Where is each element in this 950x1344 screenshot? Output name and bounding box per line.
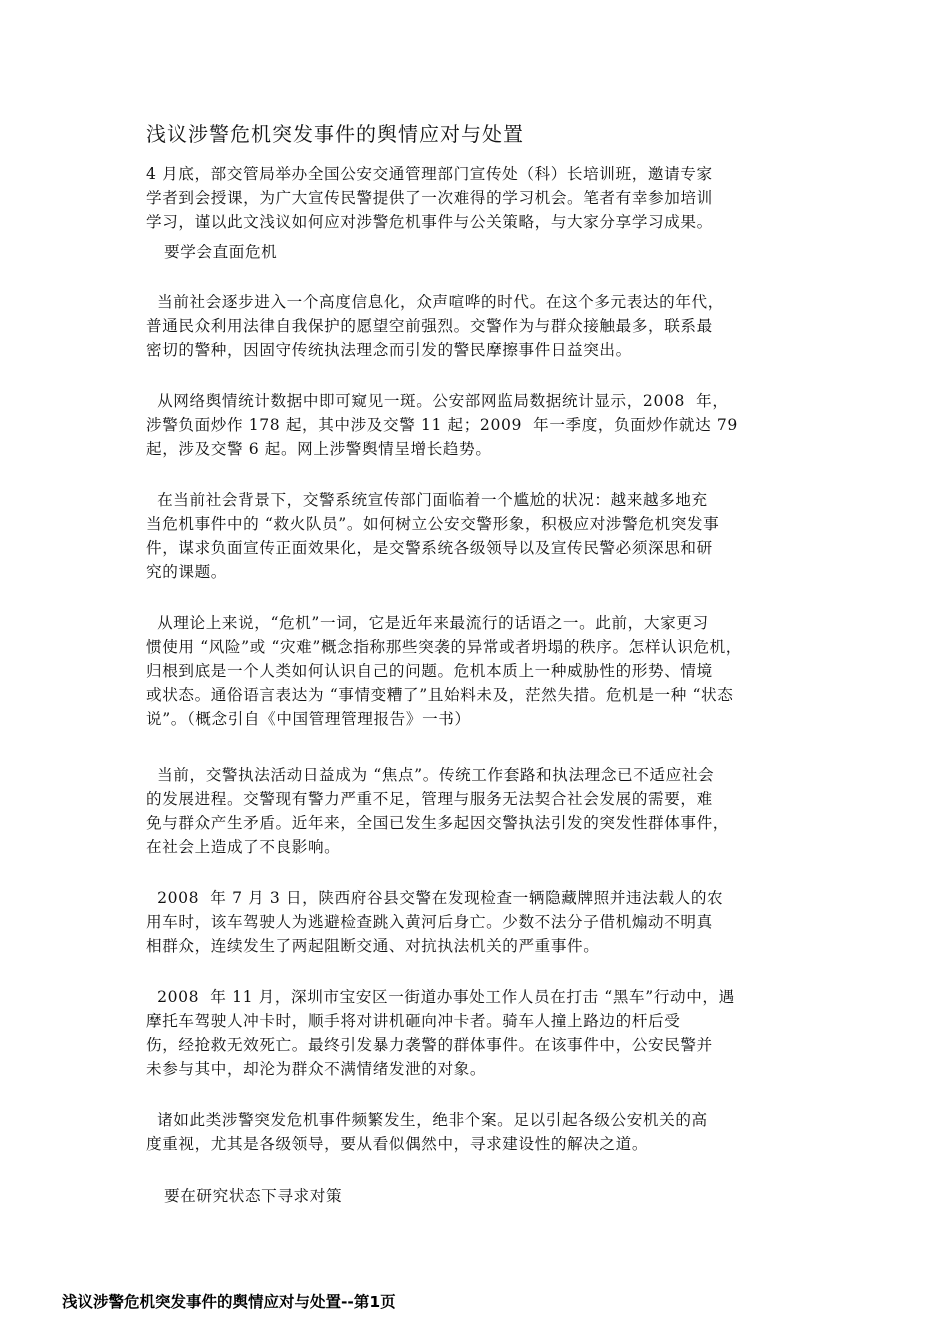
text-line: 伤，经抢救无效死亡。最终引发暴力袭警的群体事件。在该事件中，公安民警并 — [146, 1036, 713, 1054]
text-line: 未参与其中，却沦为群众不满情绪发泄的对象。 — [146, 1060, 487, 1078]
text-line: 的发展进程。交警现有警力严重不足，管理与服务无法契合社会发展的需要，难 — [146, 790, 713, 808]
text-line: 件，谋求负面宣传正面效果化，是交警系统各级领导以及宣传民警必须深思和研 — [146, 539, 713, 557]
text-line: 归根到底是一个人类如何认识自己的问题。危机本质上一种威胁性的形势、情境 — [146, 662, 713, 680]
section-heading-1: 要学会直面危机 — [164, 243, 278, 261]
paragraph-2 — [146, 389, 812, 461]
document-title: 浅议涉警危机突发事件的舆情应对与处置 — [146, 122, 524, 146]
text-line: 当前，交警执法活动日益成为 “焦点”。传统工作套路和执法理念已不适应社会 — [146, 766, 715, 784]
paragraph-7 — [146, 985, 812, 1081]
text-line: 究的课题。 — [146, 563, 227, 581]
paragraph-8 — [146, 1108, 812, 1156]
paragraph-3 — [146, 488, 812, 584]
text-line: 诸如此类涉警突发危机事件频繁发生，绝非个案。足以引起各级公安机关的高 — [146, 1111, 708, 1129]
section-heading-2: 要在研究状态下寻求对策 — [164, 1187, 343, 1205]
paragraph-6 — [146, 886, 812, 958]
paragraph-4 — [146, 611, 812, 731]
text-line: 从理论上来说，“危机”一词，它是近年来最流行的话语之一。此前，大家更习 — [146, 614, 709, 632]
text-line: 当前社会逐步进入一个高度信息化，众声喧哗的时代。在这个多元表达的年代， — [146, 293, 724, 311]
text-line: 学习，谨以此文浅议如何应对涉警危机事件与公关策略，与大家分享学习成果。 — [146, 213, 713, 231]
text-line: 惯使用 “风险”或 “灾难”概念指称那些突袭的异常或者坍塌的秩序。怎样认识危机， — [146, 638, 742, 656]
text-line: 涉警负面炒作 178 起，其中涉及交警 11 起；2009 年一季度，负面炒作就达 79 — [146, 416, 738, 434]
text-line: 当危机事件中的 “救火队员”。如何树立公安交警形象，积极应对涉警危机突发事 — [146, 515, 720, 533]
text-line: 说”。（概念引自《中国管理管理报告》一书） — [146, 710, 471, 728]
text-line: 度重视，尤其是各级领导，要从看似偶然中，寻求建设性的解决之道。 — [146, 1135, 649, 1153]
text-line: 免与群众产生矛盾。近年来，全国已发生多起因交警执法引发的突发性群体事件， — [146, 814, 729, 832]
text-line: 在社会上造成了不良影响。 — [146, 838, 341, 856]
intro-paragraph — [146, 162, 812, 234]
text-line: 或状态。通俗语言表达为 “事情变糟了”且始料未及，茫然失措。危机是一种 “状态 — [146, 686, 734, 704]
text-line: 2008 年 7 月 3 日，陕西府谷县交警在发现检查一辆隐藏牌照并违法载人的农 — [146, 889, 724, 907]
text-line: 2008 年 11 月，深圳市宝安区一街道办事处工作人员在打击 “黑车”行动中，遇 — [146, 988, 735, 1006]
text-line: 从网络舆情统计数据中即可窥见一斑。公安部网监局数据统计显示，2008 年， — [146, 392, 729, 410]
text-line: 用车时，该车驾驶人为逃避检查跳入黄河后身亡。少数不法分子借机煽动不明真 — [146, 913, 713, 931]
paragraph-5 — [146, 763, 812, 859]
text-line: 摩托车驾驶人冲卡时，顺手将对讲机砸向冲卡者。骑车人撞上路边的杆后受 — [146, 1012, 681, 1030]
text-line: 密切的警种，因固守传统执法理念而引发的警民摩擦事件日益突出。 — [146, 341, 632, 359]
text-line: 在当前社会背景下，交警系统宣传部门面临着一个尴尬的状况：越来越多地充 — [146, 491, 708, 509]
text-line: 4 月底，部交管局举办全国公安交通管理部门宣传处（科）长培训班，邀请专家 — [146, 165, 713, 183]
text-line: 普通民众利用法律自我保护的愿望空前强烈。交警作为与群众接触最多，联系最 — [146, 317, 713, 335]
text-line: 起，涉及交警 6 起。网上涉警舆情呈增长趋势。 — [146, 440, 492, 458]
text-line: 学者到会授课，为广大宣传民警提供了一次难得的学习机会。笔者有幸参加培训 — [146, 189, 713, 207]
paragraph-1 — [146, 290, 812, 362]
text-line: 相群众，连续发生了两起阻断交通、对抗执法机关的严重事件。 — [146, 937, 600, 955]
page-footer: 浅议涉警危机突发事件的舆情应对与处置--第1页 — [62, 1293, 396, 1311]
